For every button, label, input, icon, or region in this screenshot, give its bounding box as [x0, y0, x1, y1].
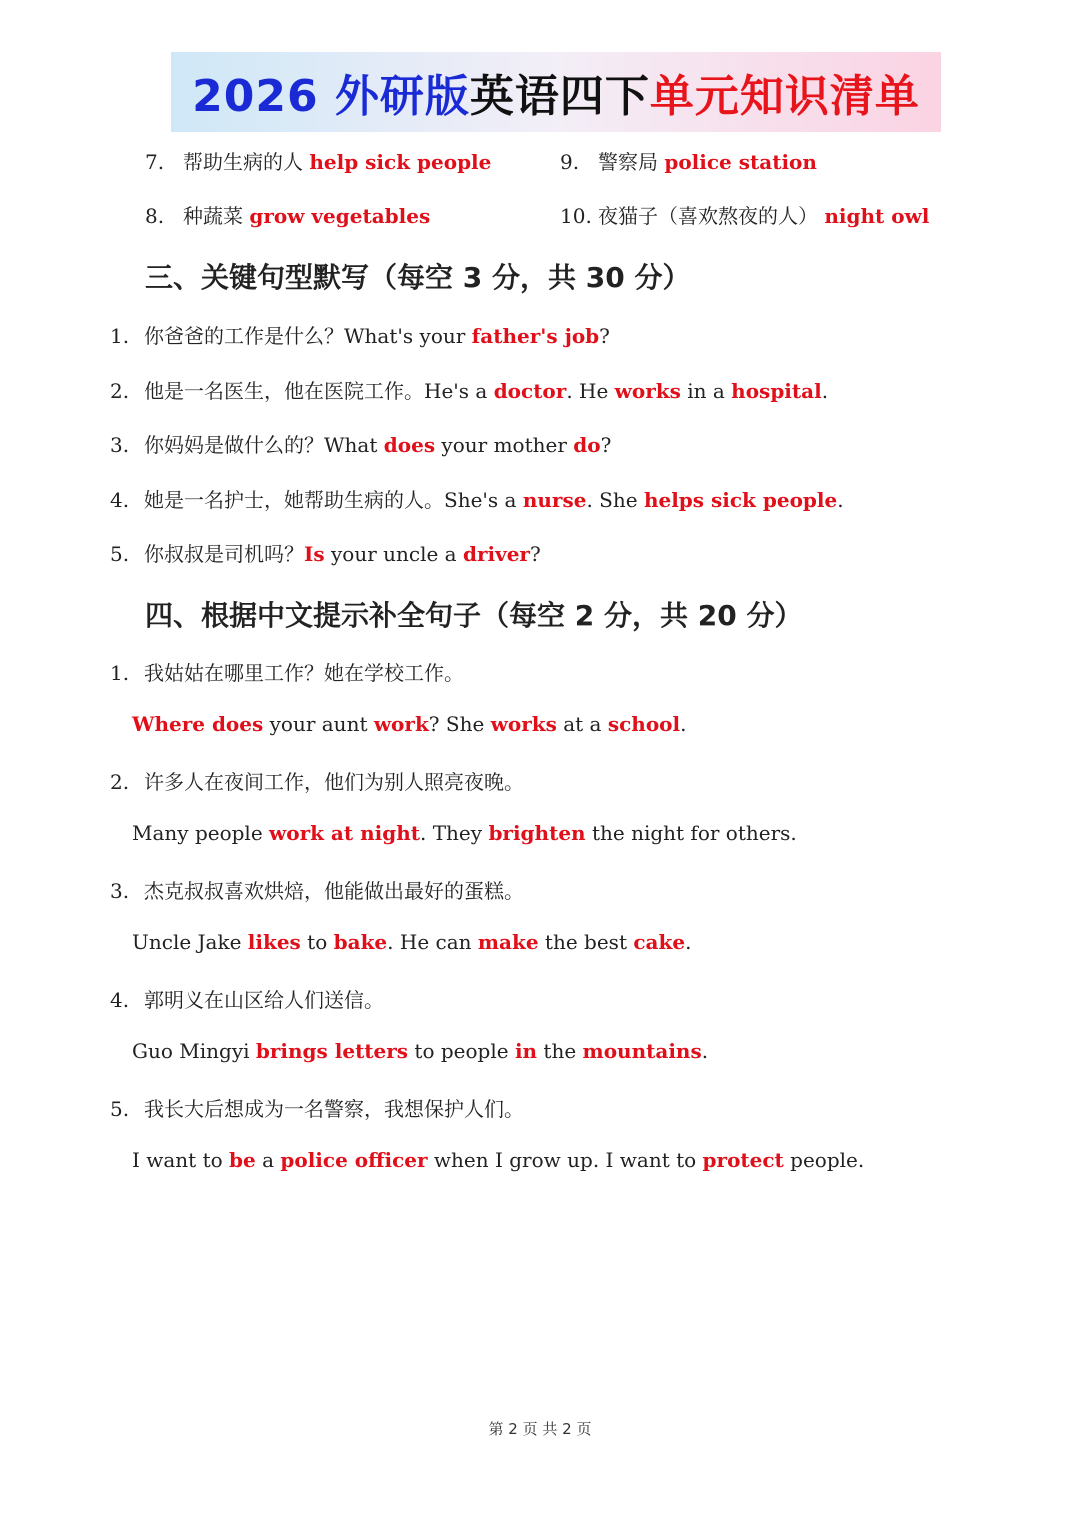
item-number: 5. [110, 542, 130, 566]
sentence-text: . [701, 1039, 709, 1063]
item-number: 4. [110, 988, 130, 1012]
answer-text: school [607, 712, 681, 736]
sentence-text: to [300, 930, 334, 954]
sentence-text: the best [538, 930, 634, 954]
item-number: 4. [110, 487, 130, 512]
sentence-text: 你妈妈是做什么的？What [144, 433, 384, 457]
banner-title-part1: 2026 外研版 [192, 71, 470, 122]
sentence-text: 他是一名医生，他在医院工作。He's a [144, 378, 494, 403]
phrase-number: 9. [560, 150, 580, 174]
sentence-text: . [837, 487, 844, 512]
sentence-text: your aunt [263, 712, 374, 736]
answer-line [132, 712, 686, 736]
answer-text: work [373, 712, 429, 736]
answer-text: helps sick people [643, 487, 838, 512]
sentence-text: in a [680, 378, 732, 403]
phrase-item-9 [560, 146, 817, 175]
phrase-item-8 [145, 200, 430, 229]
page-footer: 第 2 页 共 2 页 [488, 1420, 592, 1438]
sentence-item [110, 429, 611, 458]
phrase-chinese: 警察局 [598, 150, 665, 174]
answer-text: in [514, 1039, 538, 1063]
sentence-text: . She [586, 487, 644, 512]
question-item [110, 1093, 524, 1122]
answer-text: bake [333, 930, 388, 954]
item-number: 1. [110, 324, 130, 348]
answer-text: mountains [582, 1039, 702, 1063]
sentence-text: . [685, 930, 692, 954]
answer-text: be [229, 1148, 256, 1172]
sentence-text: your mother [435, 433, 574, 457]
sentence-text: people. [783, 1148, 865, 1172]
answer-text: driver [462, 542, 530, 566]
item-number: 5. [110, 1097, 130, 1121]
answer-line [132, 930, 691, 954]
sentence-text: ? She [428, 712, 491, 736]
answer-text: works [490, 712, 557, 736]
phrase-chinese: 帮助生病的人 [183, 150, 310, 174]
sentence-text: . [821, 378, 829, 403]
answer-text: works [614, 378, 681, 403]
banner-title-part3: 单元知识清单 [649, 71, 920, 122]
answer-text: brings letters [255, 1039, 409, 1063]
sentence-text: when I grow up. I want to [427, 1148, 703, 1172]
answer-text: work at night [269, 821, 420, 845]
phrase-number: 7. [145, 150, 165, 174]
phrase-number: 10. [560, 204, 592, 228]
sentence-item [110, 484, 844, 513]
item-number: 3. [110, 879, 130, 903]
sentence-text: Many people [132, 821, 270, 845]
sentence-text: ? [599, 324, 610, 348]
phrase-item-10 [560, 200, 929, 229]
phrase-english: police station [664, 150, 817, 174]
banner-title-part2: 英语四下 [469, 71, 650, 122]
sentence-text: I want to [132, 1148, 230, 1172]
sentence-text: 你爸爸的工作是什么？What's your [144, 324, 472, 348]
question-chinese: 杰克叔叔喜欢烘焙，他能做出最好的蛋糕。 [144, 879, 524, 903]
sentence-text: Guo Mingyi [132, 1039, 256, 1063]
item-number: 3. [110, 433, 130, 457]
phrase-english: help sick people [309, 150, 492, 174]
sentence-text: a [255, 1148, 281, 1172]
phrase-chinese: 夜猫子（喜欢熬夜的人） [598, 204, 825, 228]
answer-text: do [573, 433, 601, 457]
answer-text: cake [633, 930, 686, 954]
title-banner [171, 52, 941, 132]
question-chinese: 郭明义在山区给人们送信。 [144, 988, 384, 1012]
question-item [110, 875, 524, 904]
sentence-item [110, 320, 610, 349]
answer-text: Is [304, 542, 325, 566]
sentence-text: . [680, 712, 687, 736]
question-chinese: 我姑姑在哪里工作？她在学校工作。 [144, 661, 464, 685]
answer-text: hospital [731, 378, 822, 403]
sentence-text: the night for others. [585, 821, 797, 845]
item-number: 2. [110, 770, 130, 794]
answer-text: likes [247, 930, 301, 954]
answer-text: nurse [522, 487, 587, 512]
answer-text: father's job [471, 324, 600, 348]
answer-text: police officer [280, 1148, 428, 1172]
answer-text: protect [702, 1148, 784, 1172]
sentence-text: Uncle Jake [132, 930, 248, 954]
sentence-text: ? [600, 433, 612, 457]
sentence-item [110, 375, 828, 404]
phrase-item-7 [145, 146, 491, 175]
answer-text: Where does [132, 712, 264, 736]
item-number: 1. [110, 661, 130, 685]
sentence-text: ? [529, 542, 541, 566]
question-chinese: 许多人在夜间工作，他们为别人照亮夜晚。 [144, 770, 524, 794]
sentence-item [110, 538, 541, 567]
sentence-text: . He [566, 378, 615, 403]
sentence-text: your uncle a [324, 542, 463, 566]
answer-line [132, 1148, 864, 1172]
phrase-chinese: 种蔬菜 [183, 204, 250, 228]
answer-line [132, 1039, 708, 1063]
section-heading-4: 四、根据中文提示补全句子（每空 2 分，共 20 分） [145, 599, 803, 632]
answer-text: does [383, 433, 436, 457]
sentence-text: 你叔叔是司机吗？ [144, 542, 304, 566]
sentence-text: . They [420, 821, 489, 845]
question-chinese: 我长大后想成为一名警察，我想保护人们。 [144, 1097, 524, 1121]
question-item [110, 766, 524, 795]
item-number: 2. [110, 378, 130, 403]
section-heading-3: 三、关键句型默写（每空 3 分，共 30 分） [145, 261, 691, 294]
answer-text: brighten [488, 821, 586, 845]
question-item [110, 984, 384, 1013]
sentence-text: at a [556, 712, 608, 736]
sentence-text: . He can [387, 930, 478, 954]
phrase-english: night owl [824, 204, 930, 228]
answer-text: doctor [493, 378, 567, 403]
question-item [110, 657, 464, 686]
phrase-number: 8. [145, 204, 165, 228]
sentence-text: the [537, 1039, 583, 1063]
answer-text: make [477, 930, 539, 954]
sentence-text: 她是一名护士，她帮助生病的人。She's a [144, 487, 523, 512]
sentence-text: to people [408, 1039, 515, 1063]
answer-line [132, 821, 797, 845]
phrase-english: grow vegetables [249, 204, 431, 228]
